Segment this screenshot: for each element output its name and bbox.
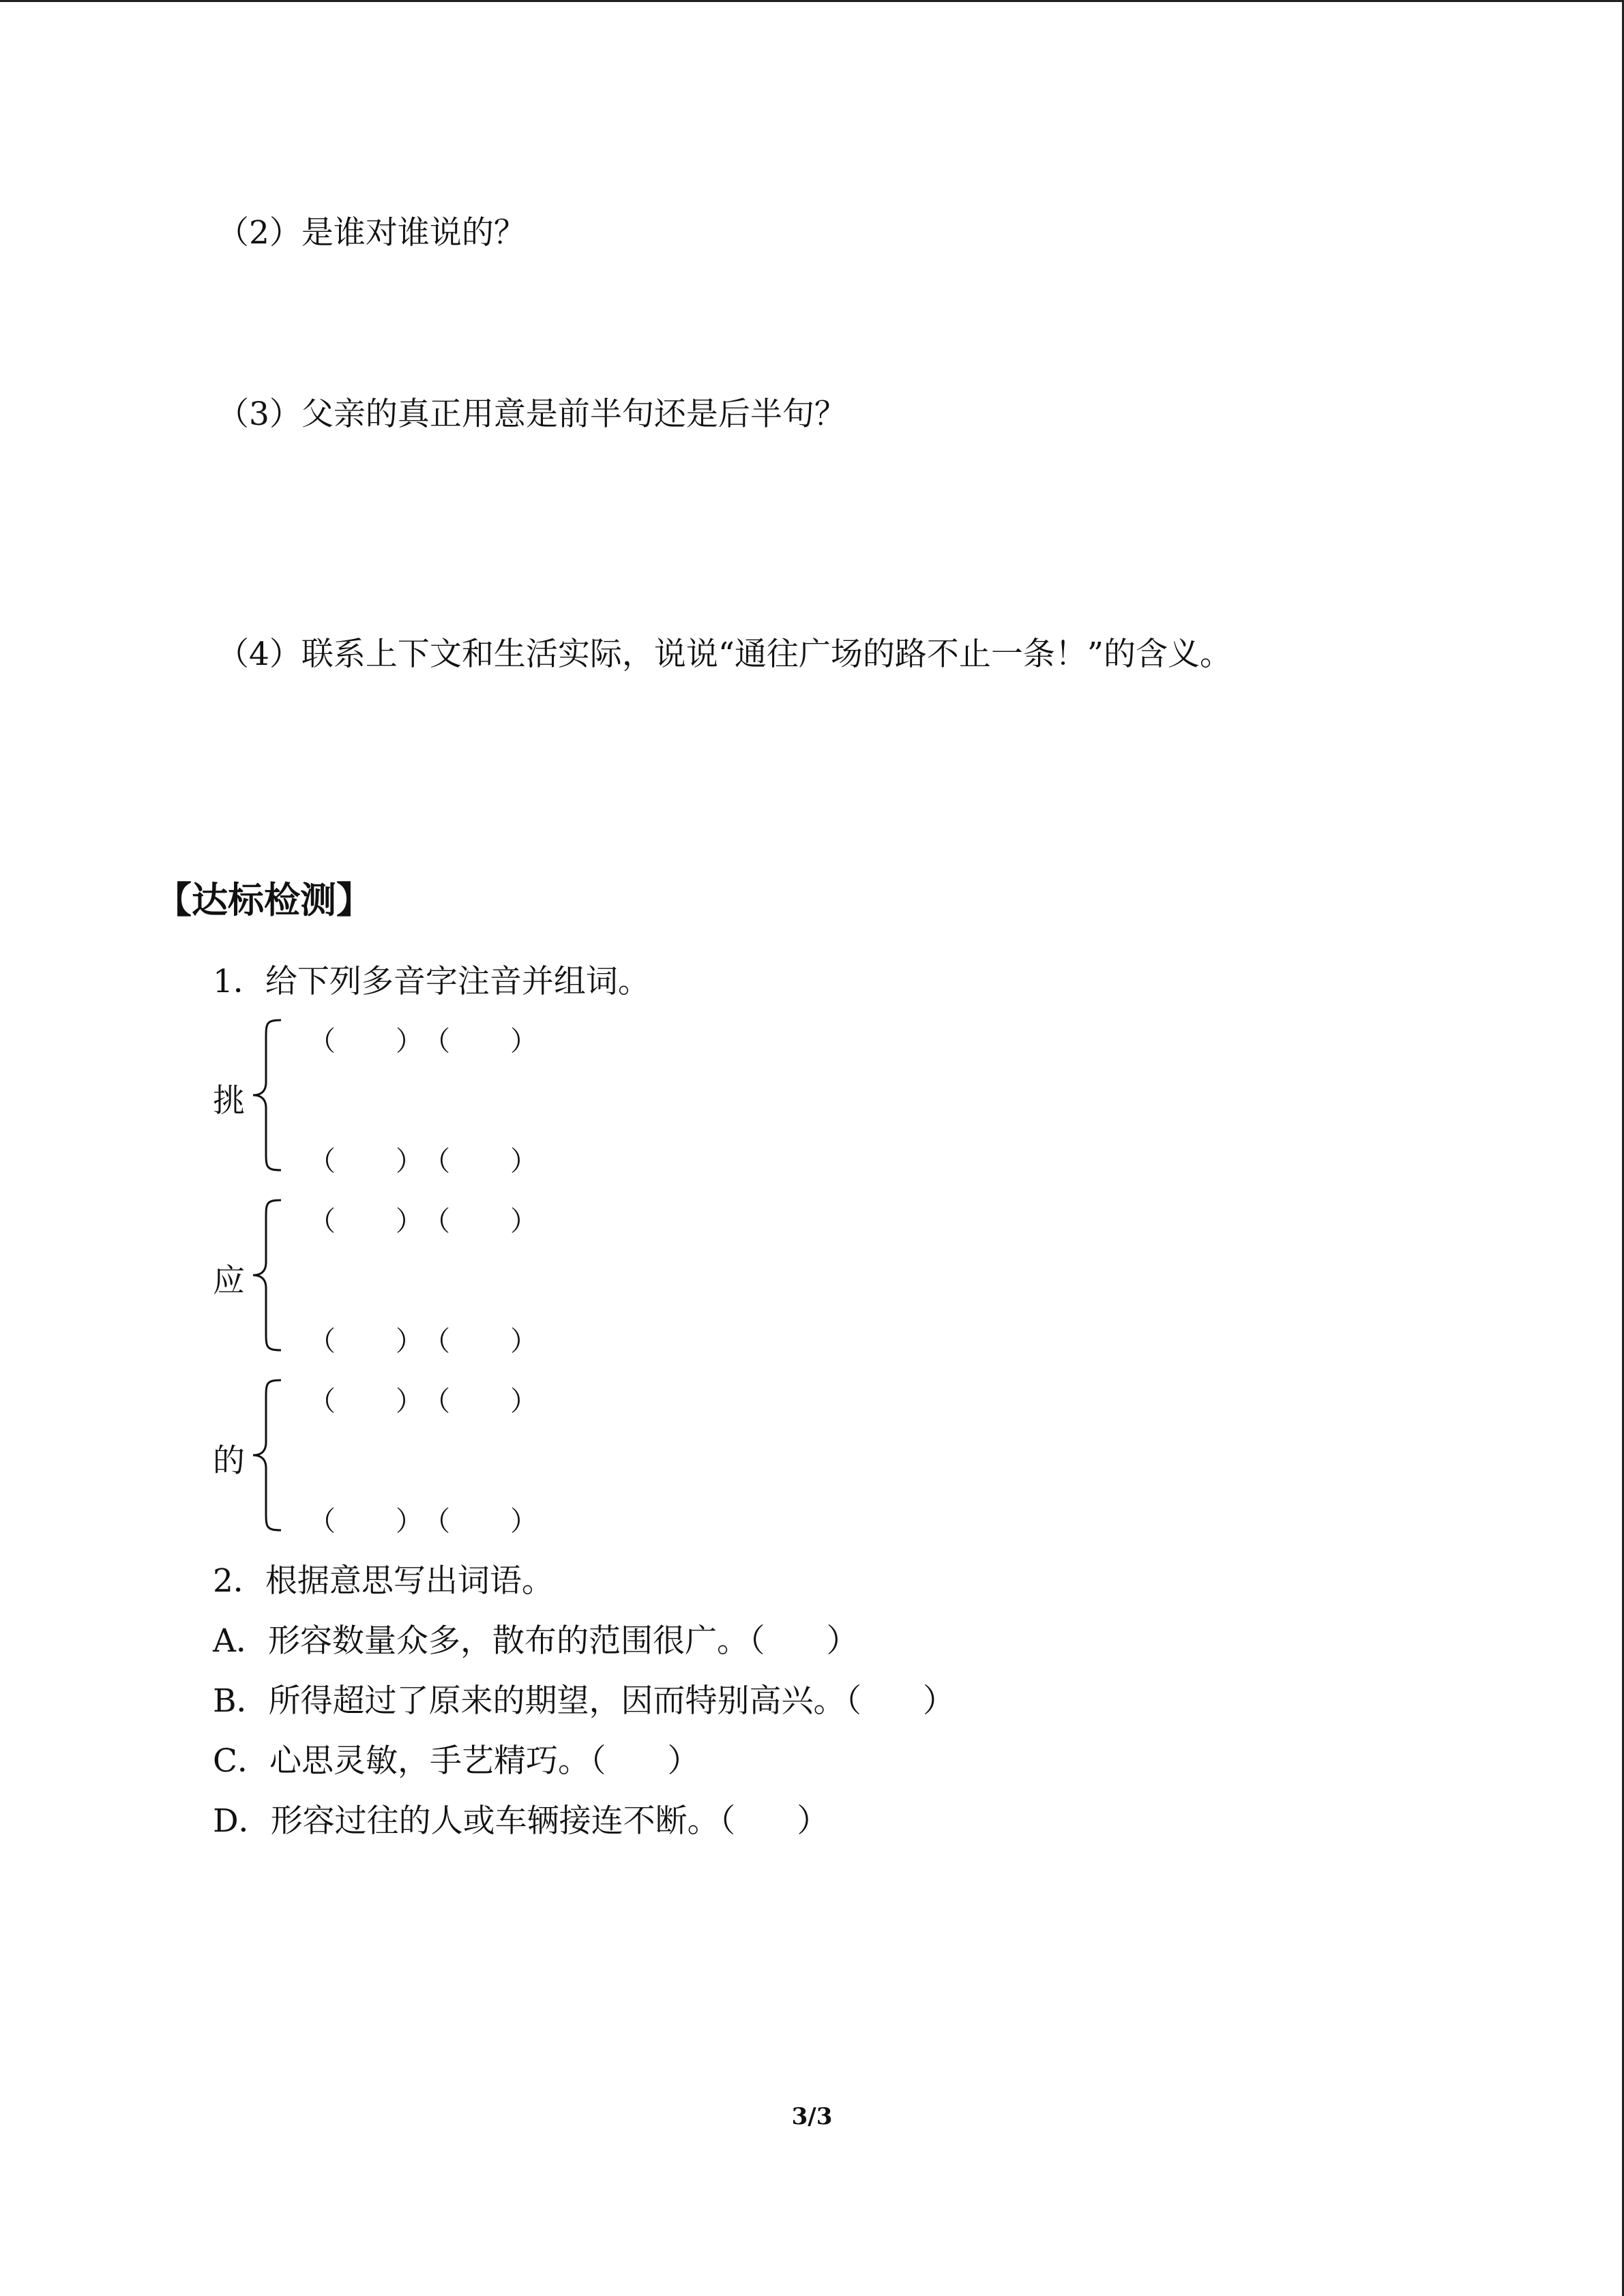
page-top-border (0, 0, 1624, 2)
question-2: （2）是谁对谁说的？ (217, 214, 526, 252)
question-3: （3）父亲的真正用意是前半句还是后半句？ (217, 396, 846, 433)
brace-1 (251, 1018, 285, 1172)
task2-item-b[interactable]: B．所得超过了原来的期望，因而特别高兴。（ ） (213, 1682, 956, 1720)
page-number: 3/3 (791, 2103, 833, 2130)
task2-item-c[interactable]: C．心思灵敏，手艺精巧。（ ） (213, 1742, 700, 1780)
answer-row-1b[interactable]: （ ）（ ） (308, 1146, 537, 1177)
answer-row-3a[interactable]: （ ）（ ） (308, 1386, 537, 1417)
polyphone-char-3: 的 (213, 1442, 245, 1480)
answer-row-3b[interactable]: （ ）（ ） (308, 1506, 537, 1537)
task1-prompt: 1．给下列多音字注音并组词。 (213, 963, 650, 1000)
task2-prompt: 2．根据意思写出词语。 (213, 1562, 554, 1600)
brace-3 (251, 1378, 285, 1532)
answer-row-2b[interactable]: （ ）（ ） (308, 1326, 537, 1357)
brace-2 (251, 1198, 285, 1352)
task2-item-d[interactable]: D．形容过往的人或车辆接连不断。（ ） (213, 1802, 829, 1840)
section-title: 【达标检测】 (156, 880, 372, 921)
task2-item-a[interactable]: A．形容数量众多，散布的范围很广。（ ） (213, 1622, 859, 1660)
polyphone-char-1: 挑 (213, 1082, 245, 1120)
answer-row-2a[interactable]: （ ）（ ） (308, 1206, 537, 1237)
answer-row-1a[interactable]: （ ）（ ） (308, 1026, 537, 1057)
polyphone-char-2: 应 (213, 1262, 245, 1300)
question-4: （4）联系上下文和生活实际，说说“通往广场的路不止一条！”的含义。 (217, 636, 1232, 673)
